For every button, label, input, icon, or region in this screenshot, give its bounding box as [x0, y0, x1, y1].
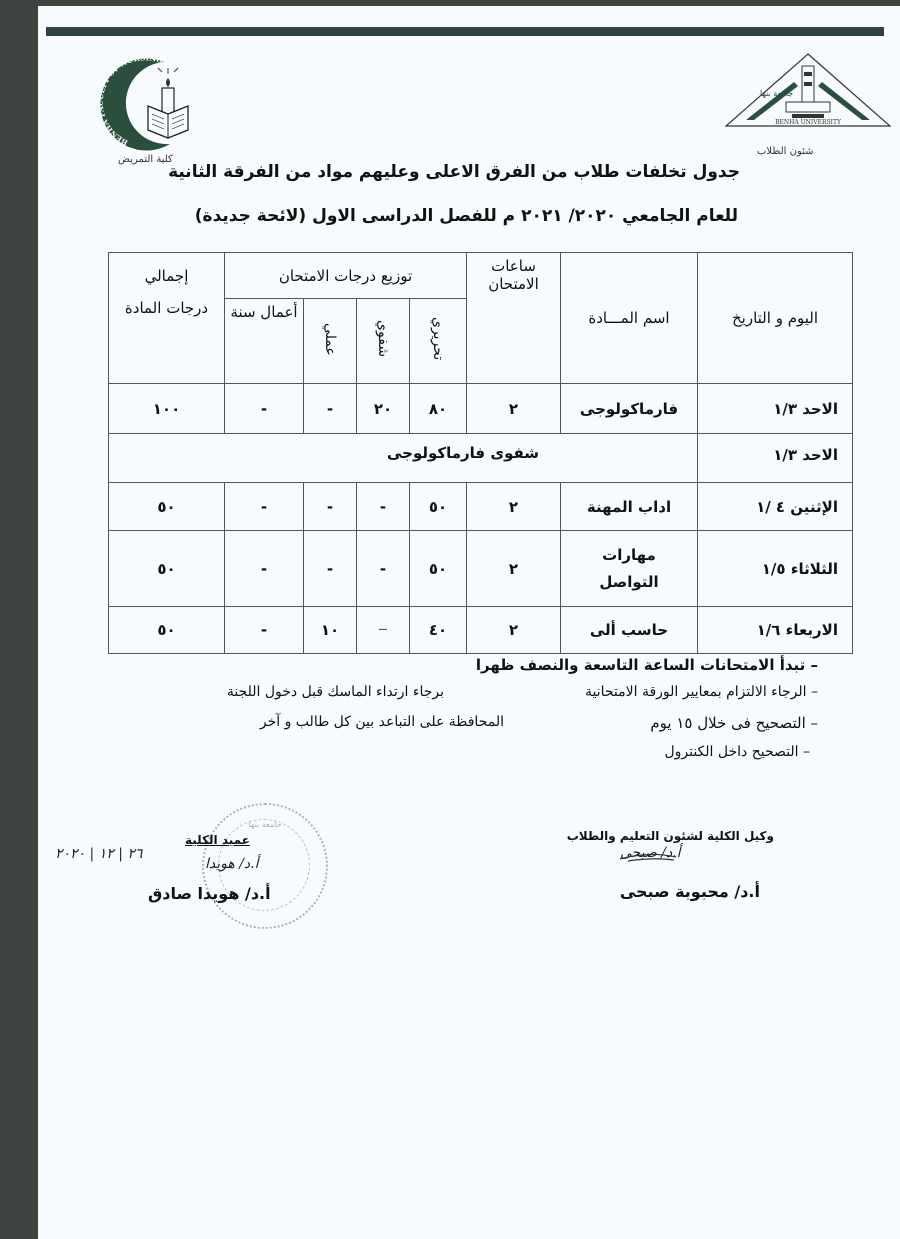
- row-oral: -: [357, 483, 410, 531]
- table-row: [109, 531, 853, 607]
- row-practical: -: [304, 483, 357, 531]
- row-hours: ٢: [467, 384, 561, 434]
- header-written: تحريري: [410, 299, 467, 384]
- row-total: ٥٠: [109, 531, 225, 607]
- row-merged-oral-exam: شفوى فارماكولوجى: [109, 434, 698, 483]
- header-practical: عملي: [304, 299, 357, 384]
- table-row: [109, 483, 853, 531]
- note-distancing: المحافظة على التباعد بين كل طالب و آخر: [259, 714, 504, 730]
- faculty-of-nursing-logo: [92, 52, 207, 152]
- row-coursework: -: [225, 384, 304, 434]
- table-header-row: [109, 253, 853, 299]
- row-coursework: -: [225, 531, 304, 607]
- dean-handwriting: أ.د/ هويدا: [205, 856, 259, 872]
- row-practical: ١٠: [304, 607, 357, 654]
- header-total-line1: إجمالي: [144, 267, 189, 285]
- row-day: الاربعاء ١/٦: [698, 607, 853, 654]
- header-bar: [46, 27, 884, 36]
- benha-university-logo: [724, 52, 892, 132]
- dean-name: أ.د/ هويدا صادق: [148, 884, 271, 903]
- row-day: الاحد ١/٣: [698, 384, 853, 434]
- vice-dean-title: وكيل الكلية لشئون التعليم والطلاب: [566, 829, 774, 843]
- row-written: ٥٠: [410, 483, 467, 531]
- header-total-line2: درجات المادة: [124, 298, 209, 317]
- row-subject: فارماكولوجى: [561, 384, 698, 434]
- note-item: – الرجاء الالتزام بمعايير الورقة الامتحانية: [584, 684, 818, 700]
- stamp-text: جامعة بنها: [248, 820, 282, 829]
- row-practical: -: [304, 384, 357, 434]
- row-total: ١٠٠: [109, 384, 225, 434]
- faculty-of-nursing-caption: كلية التمريض: [118, 154, 173, 165]
- row-written: ٥٠: [410, 531, 467, 607]
- row-total: ٥٠: [109, 607, 225, 654]
- row-subject: مهارات التواصل: [561, 531, 698, 607]
- header-subject: اسم المـــادة: [561, 253, 698, 384]
- row-coursework: -: [225, 483, 304, 531]
- row-total: ٥٠: [109, 483, 225, 531]
- header-oral: شفوي: [357, 299, 410, 384]
- row-day: الإثنين ٤ /١: [698, 483, 853, 531]
- row-subject: اداب المهنة: [561, 483, 698, 531]
- row-oral: -: [357, 531, 410, 607]
- row-hours: ٢: [467, 531, 561, 607]
- note-item: – تبدأ الامتحانات الساعة التاسعة والنصف ظهرا: [475, 656, 818, 674]
- row-day: الثلاثاء ١/٥: [698, 531, 853, 607]
- header-distribution: توزيع درجات الامتحان: [225, 253, 467, 299]
- document-title: جدول تخلفات طلاب من الفرق الاعلى وعليهم مواد من الفرقة الثانية: [168, 162, 740, 182]
- header-hours: ساعات الامتحان: [467, 253, 561, 384]
- header-total: [109, 253, 225, 384]
- note-item: – التصحيح فى خلال ١٥ يوم: [650, 714, 818, 732]
- row-coursework: -: [225, 607, 304, 654]
- note-item: – التصحيح داخل الكنترول: [664, 744, 810, 760]
- header-day-date: اليوم و التاريخ: [698, 253, 853, 384]
- row-hours: ٢: [467, 607, 561, 654]
- vice-dean-signature-stroke: [618, 853, 678, 863]
- logo-right-arabic: جامعة بنها: [760, 89, 794, 98]
- row-oral: ٢٠: [357, 384, 410, 434]
- table-row: [109, 384, 853, 434]
- row-hours: ٢: [467, 483, 561, 531]
- dean-title: عميد الكلية: [185, 833, 250, 847]
- exam-schedule-table: [108, 252, 853, 654]
- table-row: [109, 607, 853, 654]
- student-affairs-caption: شئون الطلاب: [757, 146, 814, 157]
- row-subject: حاسب ألى: [561, 607, 698, 654]
- table-row: [109, 434, 853, 483]
- logo-left-ring-text: BENHA FACULTY OF NURSING: [95, 53, 165, 148]
- row-written: ٤٠: [410, 607, 467, 654]
- document-subtitle: للعام الجامعي ٢٠٢٠/ ٢٠٢١ م للفصل الدراسى الاول (لائحة جديدة): [194, 206, 738, 226]
- row-written: ٨٠: [410, 384, 467, 434]
- header-coursework: أعمال سنة: [225, 299, 304, 384]
- vice-dean-handwriting: أ.د/ صبحى: [620, 845, 681, 861]
- note-mask: برجاء ارتداء الماسك قبل دخول اللجنة: [226, 684, 444, 700]
- row-oral: —: [357, 607, 410, 654]
- vice-dean-name: أ.د/ محبوبة صبحى: [619, 882, 760, 901]
- logo-right-text: BENHA UNIVERSITY: [775, 119, 841, 126]
- row-practical: -: [304, 531, 357, 607]
- dean-date-handwriting: ٢٦ | ١٢ | ٢٠٢٠: [55, 846, 143, 862]
- row-day: الاحد ١/٣: [698, 434, 853, 483]
